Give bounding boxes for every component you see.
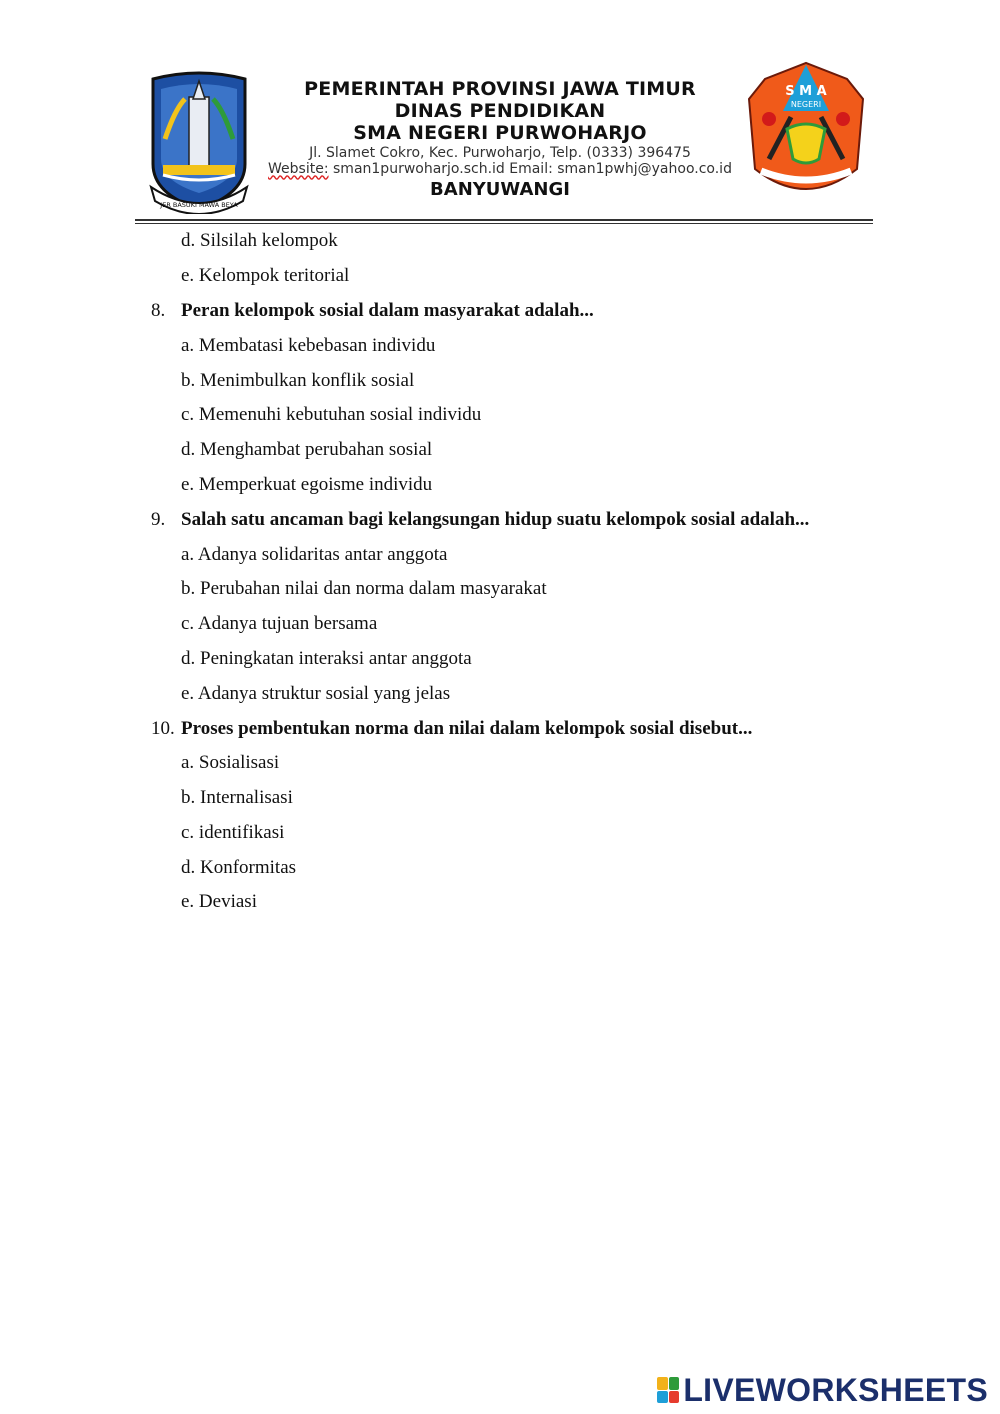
question-8-option-c: c. Memenuhi kebutuhan sosial individu [181, 404, 482, 425]
liveworksheets-logo-icon [657, 1377, 679, 1403]
province-title: PEMERINTAH PROVINSI JAWA TIMUR [304, 78, 696, 100]
question-8-option-b: b. Menimbulkan konflik sosial [181, 370, 415, 391]
option-d-prev: d. Silsilah kelompok [181, 230, 338, 251]
website-email: sman1purwoharjo.sch.id Email: sman1pwhj@yahoo.co.id [328, 160, 732, 177]
website-label: Website: [268, 160, 329, 177]
emblem-negeri-text: NEGERI [790, 100, 822, 109]
question-10-number: 10. [151, 718, 175, 739]
city-title: BANYUWANGI [430, 178, 570, 200]
emblem-motto: JER BASUKI MAWA BEYA [160, 201, 238, 209]
school-address: Jl. Slamet Cokro, Kec. Purwoharjo, Telp. (0333) 396475 [309, 144, 691, 161]
question-10-option-c: c. identifikasi [181, 822, 285, 843]
question-9-option-d: d. Peningkatan interaksi antar anggota [181, 648, 472, 669]
liveworksheets-wordmark: LIVEWORKSHEETS [683, 1371, 988, 1408]
question-8-option-d: d. Menghambat perubahan sosial [181, 439, 433, 460]
question-8-number: 8. [151, 300, 166, 321]
question-8-text: Peran kelompok sosial dalam masyarakat adalah... [181, 300, 594, 321]
letterhead [135, 55, 873, 225]
question-9-option-e: e. Adanya struktur sosial yang jelas [181, 683, 451, 704]
jawa-timur-emblem [145, 69, 253, 214]
question-9-number: 9. [151, 509, 166, 530]
question-8-option-e: e. Memperkuat egoisme individu [181, 474, 433, 495]
question-10-option-d: d. Konformitas [181, 857, 297, 878]
question-10-option-b: b. Internalisasi [181, 787, 293, 808]
option-e-prev: e. Kelompok teritorial [181, 265, 350, 286]
question-9-option-b: b. Perubahan nilai dan norma dalam masyarakat [181, 578, 547, 599]
question-9-option-a: a. Adanya solidaritas antar anggota [181, 544, 448, 565]
school-title: SMA NEGERI PURWOHARJO [353, 121, 647, 144]
liveworksheets-brand[interactable] [657, 1372, 988, 1408]
letterhead-text [255, 79, 745, 200]
header-rule-thin [135, 223, 873, 224]
question-9-text: Salah satu ancaman bagi kelangsungan hidup suatu kelompok sosial adalah... [181, 509, 810, 530]
school-emblem [745, 59, 867, 211]
department-title: DINAS PENDIDIKAN [394, 99, 606, 122]
emblem-sma-text: S M A [785, 84, 827, 99]
question-10-text: Proses pembentukan norma dan nilai dalam kelompok sosial disebut... [181, 718, 753, 739]
school-contact [255, 161, 745, 177]
question-9-option-c: c. Adanya tujuan bersama [181, 613, 378, 634]
question-8-option-a: a. Membatasi kebebasan individu [181, 335, 436, 356]
header-rule [135, 219, 873, 221]
question-10-option-a: a. Sosialisasi [181, 752, 280, 773]
question-10-option-e: e. Deviasi [181, 891, 257, 912]
